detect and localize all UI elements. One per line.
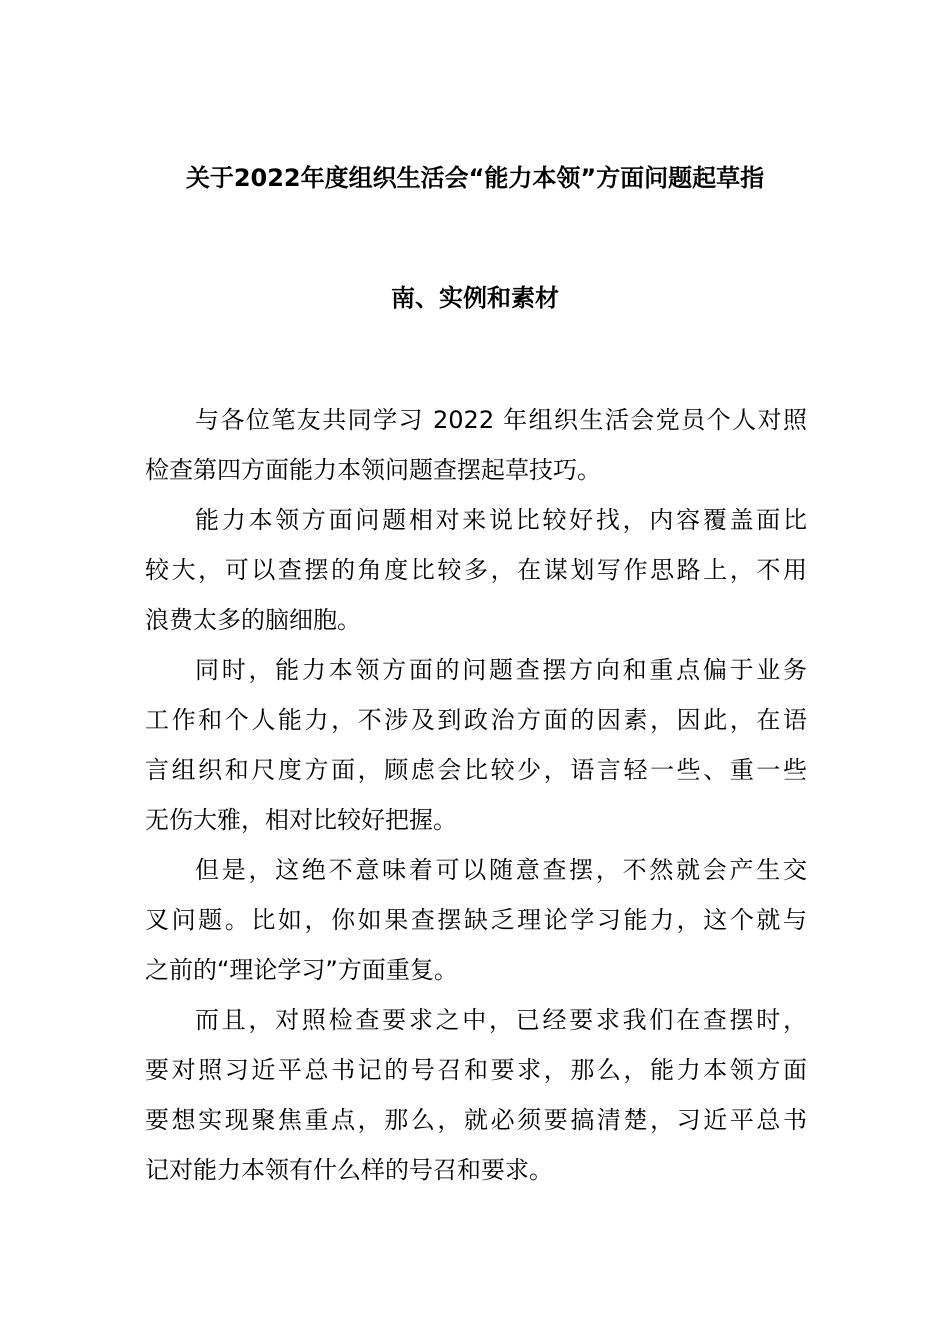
text-line: 而且，对照检查要求之中，已经要求我们在查摆时，	[195, 1006, 807, 1034]
text-line: 之前的“理论学习”方面重复。	[145, 956, 458, 984]
document-body	[145, 403, 807, 1203]
paragraph	[145, 653, 807, 853]
text-line: 浪费太多的脑细胞。	[145, 606, 361, 634]
text-line: 无伤大雅，相对比较好把握。	[145, 806, 457, 834]
document-title-line-2: 南、实例和素材	[391, 284, 559, 312]
document-title-line-1: 关于2022年度组织生活会“能力本领”方面问题起草指	[185, 164, 765, 192]
text-line: 要想实现聚焦重点，那么，就必须要搞清楚，习近平总书	[145, 1106, 807, 1134]
text-line: 言组织和尺度方面，顾虑会比较少，语言轻一些、重一些	[145, 756, 807, 784]
text-line: 要对照习近平总书记的号召和要求，那么，能力本领方面	[145, 1056, 807, 1084]
text-line: 同时，能力本领方面的问题查摆方向和重点偏于业务	[195, 656, 807, 684]
paragraph	[145, 853, 807, 1003]
text-line: 工作和个人能力，不涉及到政治方面的因素，因此，在语	[145, 706, 807, 734]
text-line: 与各位笔友共同学习 2022 年组织生活会党员个人对照	[195, 406, 807, 434]
text-line: 较大，可以查摆的角度比较多，在谋划写作思路上，不用	[145, 556, 807, 584]
text-line: 叉问题。比如，你如果查摆缺乏理论学习能力，这个就与	[145, 906, 807, 934]
paragraph	[145, 503, 807, 653]
text-line: 检查第四方面能力本领问题查摆起草技巧。	[145, 456, 601, 484]
text-line: 记对能力本领有什么样的号召和要求。	[145, 1156, 553, 1184]
paragraph	[145, 1003, 807, 1203]
text-line: 能力本领方面问题相对来说比较好找，内容覆盖面比	[195, 506, 807, 534]
text-line: 但是，这绝不意味着可以随意查摆，不然就会产生交	[195, 856, 807, 884]
paragraph	[145, 403, 807, 503]
